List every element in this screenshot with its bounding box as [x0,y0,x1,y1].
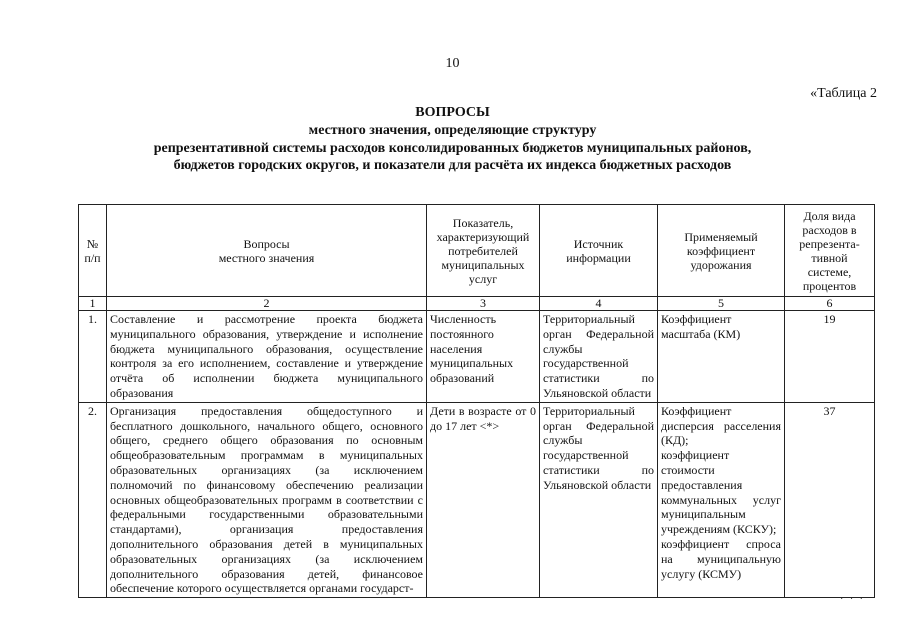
document-subtitle-line1: местного значения, определяющие структуру [308,123,597,138]
column-number-row [79,297,875,311]
row-coefficient: Коэффициент дисперсия расселения (КД); коэффициент стоимости предоставления коммунальных услуг муниципальным учреждениям (КСКУ); коэффициент спроса на муниципальную услугу (КСМУ) [658,402,785,597]
questions-table [78,204,875,598]
header-col-source: Источник информации [540,205,658,297]
row-number: 2. [79,402,107,597]
row-indicator: Численность постоянного населения муниципальных образований [427,311,540,403]
table-row [79,311,875,403]
column-number: 6 [785,297,875,311]
column-number: 4 [540,297,658,311]
row-source: Территориальный орган Федеральной службы государственной статистики по Ульяновской области [540,402,658,597]
row-coefficient: Коэффициент масштаба (КМ) [658,311,785,403]
column-number: 1 [79,297,107,311]
row-source: Территориальный орган Федеральной службы государственной статистики по Ульяновской области [540,311,658,403]
document-subtitle-line3: бюджетов городских округов, и показатели для расчёта их индекса бюджетных расходов [173,158,732,173]
row-number: 1. [79,311,107,403]
table-row [79,402,875,597]
column-number: 3 [427,297,540,311]
column-number: 5 [658,297,785,311]
header-col-coefficient: Применяемый коэффициент удорожания [658,205,785,297]
scan-marks: · · · [840,594,865,605]
document-title: ВОПРОСЫ [415,105,490,120]
header-col-questions: Вопросы местного значения [107,205,427,297]
header-col-indicator: Показатель, характеризующий потребителей муниципальных услуг [427,205,540,297]
row-share: 37 [785,402,875,597]
row-question: Составление и рассмотрение проекта бюджета муниципального образования, утверждение и исполнение бюджета муниципального образования, осуществление контроля за его исполнением, составление и утверждение отчёта об исполнении бюджета муниципального образования [107,311,427,403]
header-col-share: Доля вида расходов в репрезента- тивной системе, процентов [785,205,875,297]
row-question: Организация предоставления общедоступного и бесплатного дошкольного, начального общего, основного общего, среднего общего образования по основным общеобразовательным программам в муниципальных образовательных организациях (за исключением полномочий по финансовому обеспечению реализации основных общеобразовательных программ в соответствии с федеральными государственными образовательными стандартами), организация предоставления дополнительного образования детей в муниципальных образовательных организациях (за исключением дополнительного образования детей, финансовое обеспечение которого осуществляется органами государст- [107,402,427,597]
table-header-row [79,205,875,297]
page-number: 10 [445,56,460,71]
table-label: «Таблица 2 [810,86,877,101]
row-indicator: Дети в возрасте от 0 до 17 лет <*> [427,402,540,597]
header-col-number: № п/п [79,205,107,297]
document-subtitle-line2: репрезентативной системы расходов консолидированных бюджетов муниципальных районов, [153,141,752,156]
row-share: 19 [785,311,875,403]
column-number: 2 [107,297,427,311]
